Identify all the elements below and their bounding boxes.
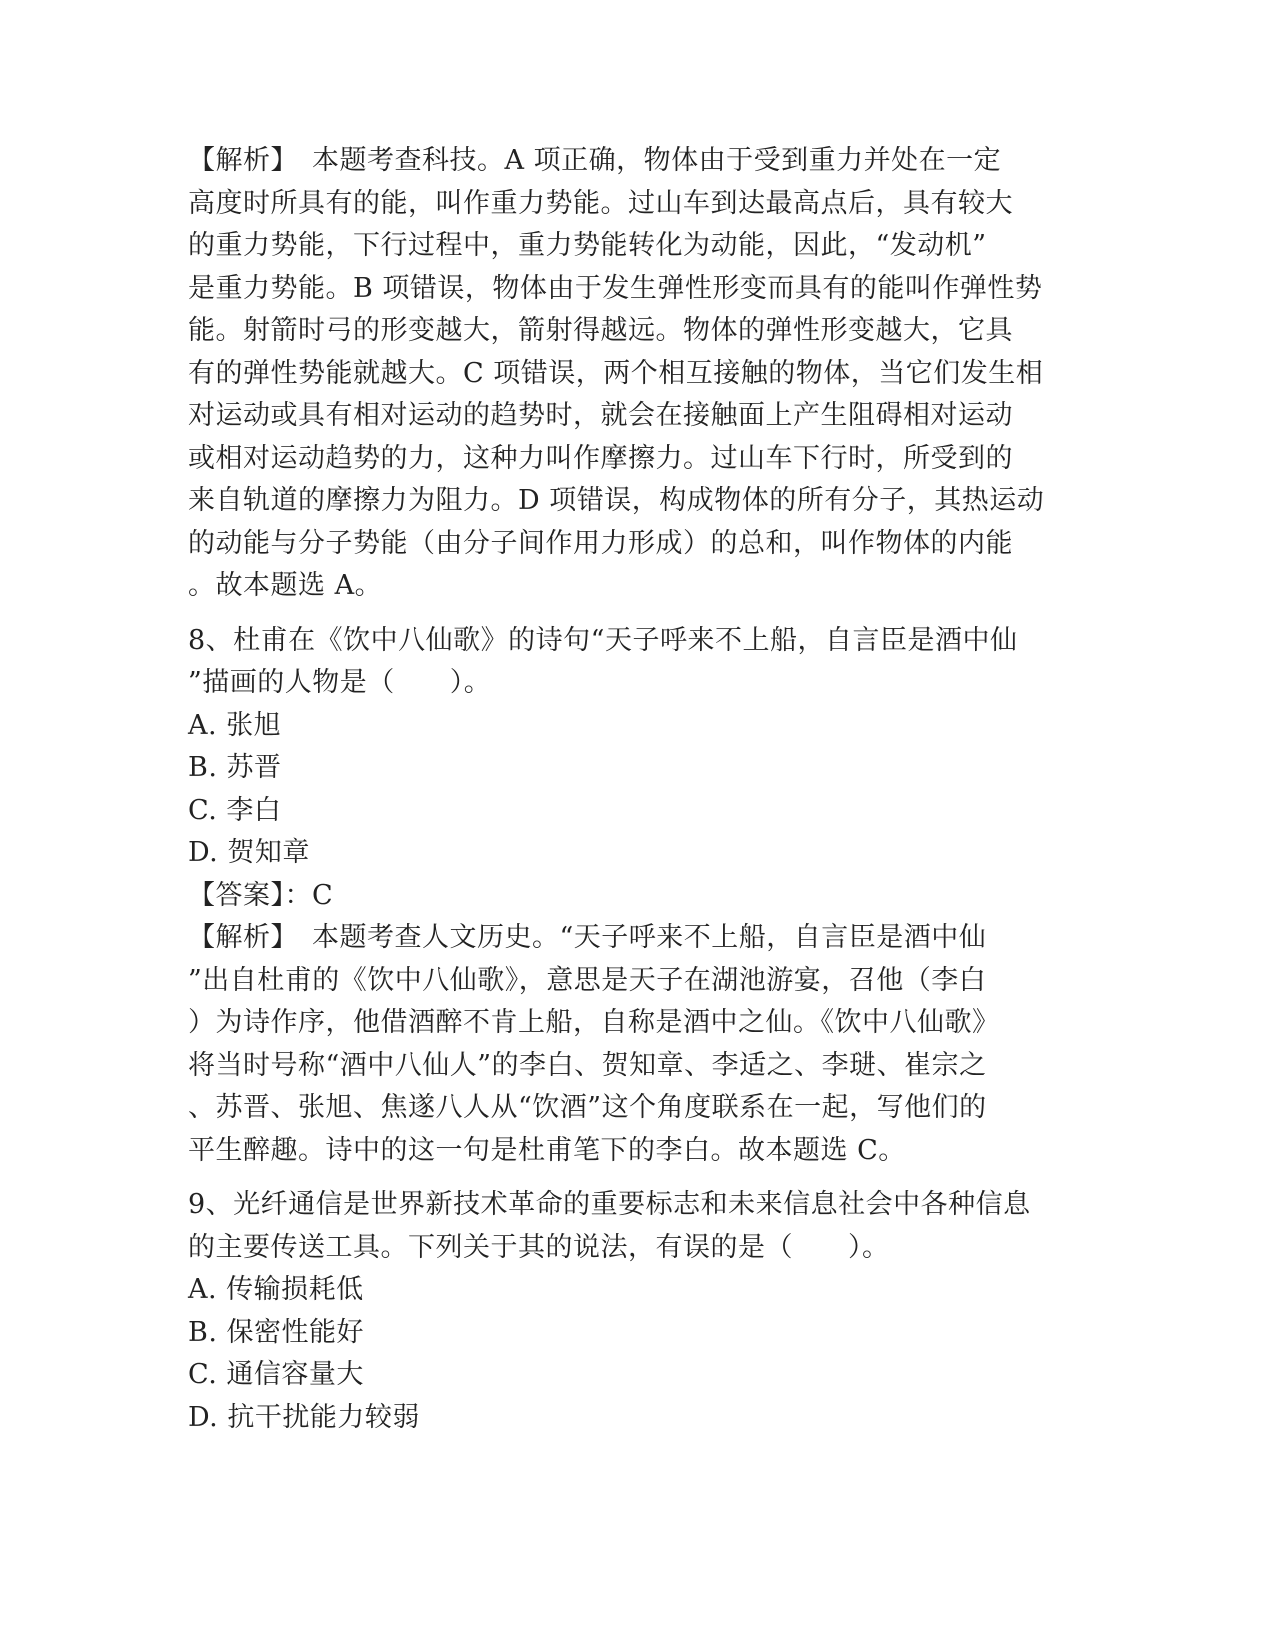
- explanation-line: 。故本题选 A。: [188, 570, 383, 601]
- explanation-line: 有的弹性势能就越大。C 项错误，两个相互接触的物体，当它们发生相: [188, 357, 1044, 389]
- explanation-line: 、苏晋、张旭、焦遂八人从“饮酒”这个角度联系在一起，写他们的: [188, 1092, 987, 1123]
- option-b: B. 苏晋: [188, 752, 282, 783]
- question-stem-line: 8、杜甫在《饮中八仙歌》的诗句“天子呼来不上船，自言臣是酒中仙: [188, 624, 1018, 656]
- explanation-line: 或相对运动趋势的力，这种力叫作摩擦力。过山车下行时，所受到的: [188, 442, 1013, 474]
- question-stem-line: ”描画的人物是（ ）。: [188, 667, 492, 698]
- explanation-line: 能。射箭时弓的形变越大，箭射得越远。物体的弹性形变越大，它具: [188, 315, 1013, 346]
- option-a: A. 传输损耗低: [188, 1274, 364, 1305]
- option-c: C. 通信容量大: [188, 1359, 364, 1390]
- explanation-line: 【解析】 本题考查科技。A 项正确，物体由于受到重力并处在一定: [188, 145, 1002, 176]
- explanation-line: 是重力势能。B 项错误，物体由于发生弹性形变而具有的能叫作弹性势: [188, 272, 1043, 304]
- spacer: [188, 1172, 1088, 1184]
- answer-line: 【答案】：C: [188, 879, 334, 911]
- explanation-line: 高度时所具有的能，叫作重力势能。过山车到达最高点后，具有较大: [188, 187, 1013, 219]
- explanation-line: 来自轨道的摩擦力为阻力。D 项错误，构成物体的所有分子，其热运动: [188, 485, 1045, 516]
- explanation-line: 【解析】 本题考查人文历史。“天子呼来不上船，自言臣是酒中仙: [188, 922, 987, 953]
- question-stem-line: 的主要传送工具。下列关于其的说法，有误的是（ ）。: [188, 1231, 890, 1263]
- previous-explanation: [188, 140, 1088, 608]
- explanation-line: ）为诗作序，他借酒醉不肯上船，自称是酒中之仙。《饮中八仙歌》: [188, 1007, 1000, 1038]
- option-b: B. 保密性能好: [188, 1316, 365, 1348]
- explanation-line: 的动能与分子势能（由分子间作用力形成）的总和，叫作物体的内能: [188, 527, 1013, 559]
- page-content: [188, 140, 1088, 1439]
- option-a: A. 张旭: [188, 709, 282, 741]
- option-c: C. 李白: [188, 794, 282, 826]
- explanation-line: 的重力势能，下行过程中，重力势能转化为动能，因此，“发动机”: [188, 230, 987, 261]
- question-9: [188, 1184, 1088, 1439]
- question-8: [188, 620, 1088, 1173]
- explanation-line: ”出自杜甫的《饮中八仙歌》，意思是天子在湖池游宴，召他（李白: [188, 964, 987, 996]
- spacer: [188, 608, 1088, 620]
- option-d: D. 贺知章: [188, 837, 310, 868]
- question-stem-line: 9、光纤通信是世界新技术革命的重要标志和未来信息社会中各种信息: [188, 1189, 1031, 1220]
- explanation-line: 将当时号称“酒中八仙人”的李白、贺知章、李适之、李琎、崔宗之: [188, 1049, 987, 1081]
- option-d: D. 抗干扰能力较弱: [188, 1401, 420, 1433]
- explanation-line: 对运动或具有相对运动的趋势时，就会在接触面上产生阻碍相对运动: [188, 400, 1013, 431]
- explanation-line: 平生醉趣。诗中的这一句是杜甫笔下的李白。故本题选 C。: [188, 1134, 906, 1166]
